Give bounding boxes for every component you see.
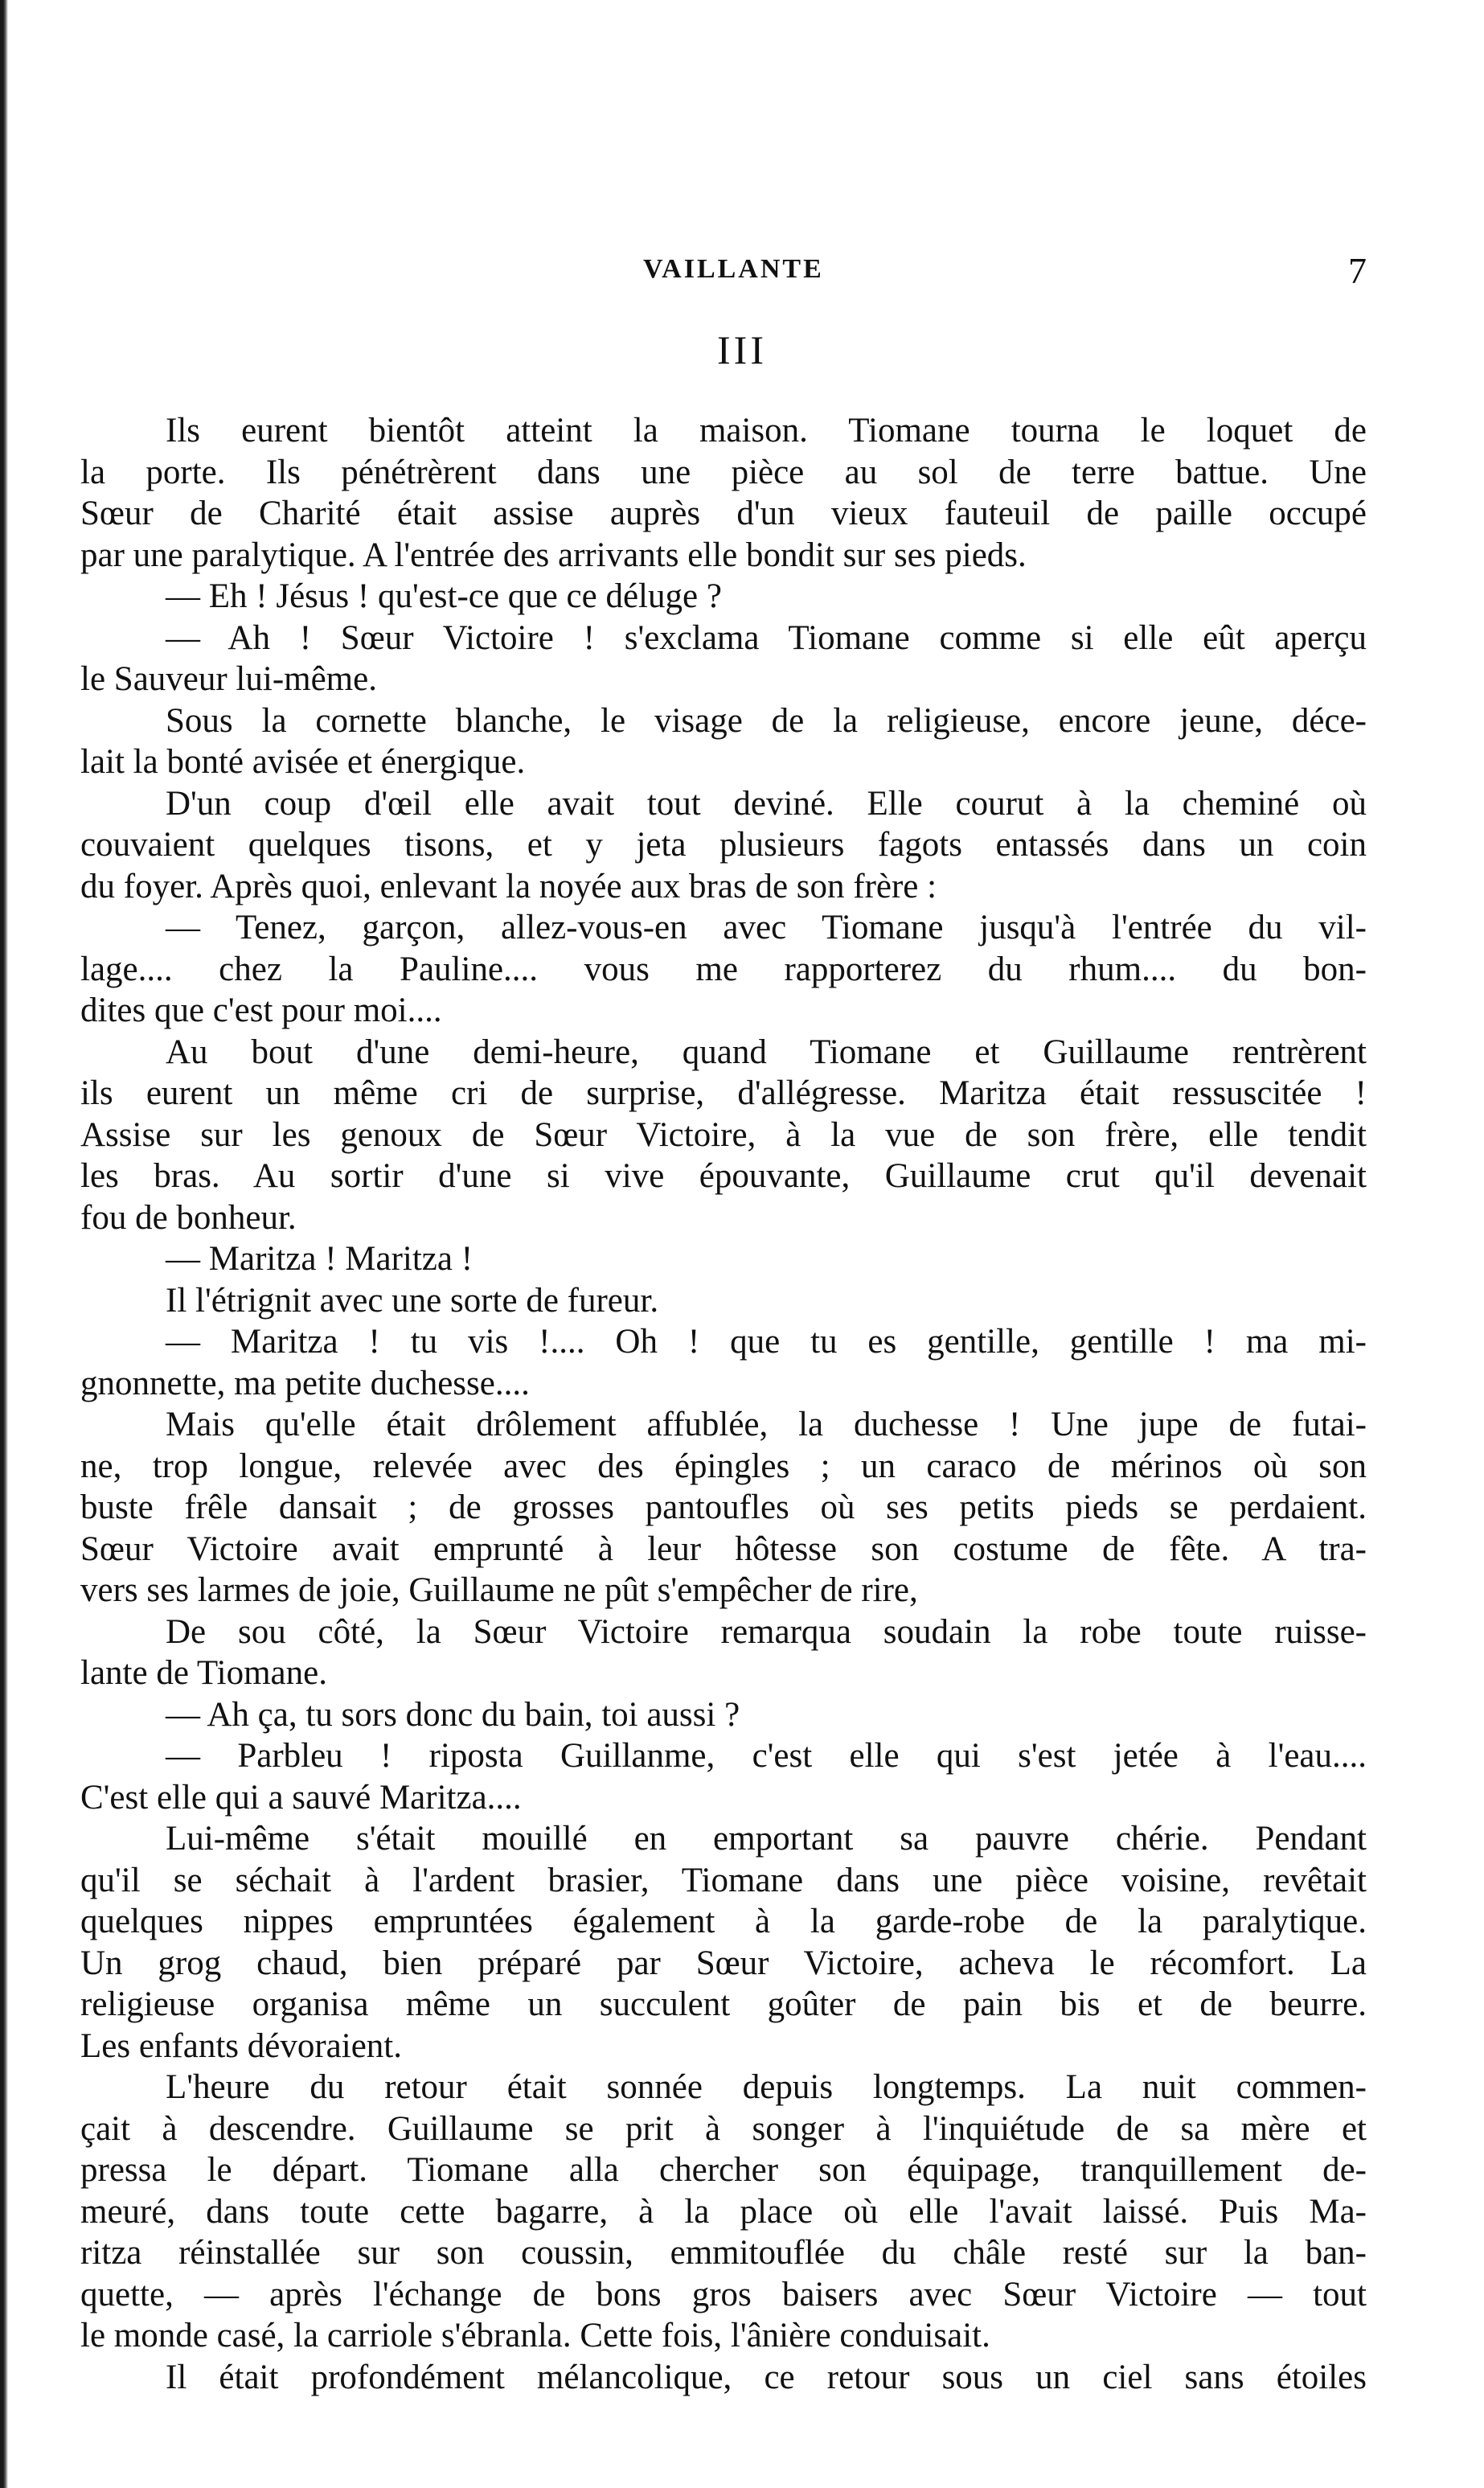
- text-line: Au bout d'une demi-heure, quand Tiomane et Guillaume rentrèrent: [166, 1033, 1367, 1071]
- text-line: C'est elle qui a sauvé Maritza....: [80, 1778, 522, 1817]
- text-line: De sou côté, la Sœur Victoire remarqua soudain la robe toute ruisse-: [166, 1612, 1367, 1651]
- text-line: ritza réinstallée sur son coussin, emmitouflée du châle resté sur la ban-: [80, 2234, 1367, 2272]
- text-line: dites que c'est pour moi....: [80, 992, 442, 1029]
- text-line: vers ses larmes de joie, Guillaume ne pût s'empêcher de rire,: [80, 1571, 918, 1609]
- text-line: ne, trop longue, relevée avec des épingles ; un caraco de mérinos où son: [80, 1447, 1367, 1485]
- body-text: [80, 410, 1367, 2398]
- text-line: Lui-même s'était mouillé en emportant sa pauvre chérie. Pendant: [166, 1820, 1367, 1858]
- text-line: religieuse organisa même un succulent goûter de pain bis et de beurre.: [80, 1985, 1367, 2023]
- text-line: pressa le départ. Tiomane alla chercher son équipage, tranquillement de-: [80, 2151, 1367, 2189]
- page-number: 7: [1348, 250, 1367, 291]
- scan-page-edge: [0, 0, 8, 2488]
- text-line: Les enfants dévoraient.: [80, 2026, 402, 2065]
- text-line: quette, — après l'échange de bons gros baisers avec Sœur Victoire — tout: [80, 2275, 1367, 2314]
- text-line: ils eurent un même cri de surprise, d'allégresse. Maritza était ressuscitée !: [80, 1074, 1367, 1112]
- text-line: — Ah ! Sœur Victoire ! s'exclama Tiomane comme si elle eût aperçu: [166, 618, 1367, 657]
- text-line: qu'il se séchait à l'ardent brasier, Tiomane dans une pièce voisine, revêtait: [80, 1861, 1367, 1899]
- page-header: [80, 250, 1367, 302]
- text-line: couvaient quelques tisons, et y jeta plusieurs fagots entassés dans un coin: [80, 826, 1367, 864]
- text-line: quelques nippes empruntées également à la garde-robe de la paralytique.: [80, 1903, 1367, 1940]
- chapter-heading: III: [717, 327, 767, 372]
- text-line: — Eh ! Jésus ! qu'est-ce que ce déluge ?: [166, 577, 722, 615]
- text-line: Sœur Victoire avait emprunté à leur hôtesse son costume de fête. A tra-: [80, 1529, 1367, 1568]
- text-line: — Parbleu ! riposta Guillanme, c'est elle qui s'est jetée à l'eau....: [166, 1737, 1367, 1775]
- running-head: VAILLANTE: [643, 254, 824, 284]
- text-line: les bras. Au sortir d'une si vive épouvante, Guillaume crut qu'il devenait: [80, 1157, 1367, 1195]
- text-line: Un grog chaud, bien préparé par Sœur Victoire, acheva le récomfort. La: [80, 1944, 1367, 1982]
- text-line: par une paralytique. A l'entrée des arrivants elle bondit sur ses pieds.: [80, 536, 1027, 574]
- text-line: meuré, dans toute cette bagarre, à la place où elle l'avait laissé. Puis Ma-: [80, 2192, 1367, 2231]
- text-line: le monde casé, la carriole s'ébranla. Cette fois, l'ânière conduisait.: [80, 2317, 990, 2355]
- text-line: — Maritza ! Maritza !: [166, 1240, 473, 1278]
- text-line: — Tenez, garçon, allez-vous-en avec Tiomane jusqu'à l'entrée du vil-: [166, 909, 1367, 946]
- text-line: çait à descendre. Guillaume se prit à songer à l'inquiétude de sa mère et: [80, 2109, 1367, 2148]
- text-line: gnonnette, ma petite duchesse....: [80, 1364, 530, 1402]
- text-line: le Sauveur lui-même.: [80, 660, 377, 698]
- text-line: D'un coup d'œil elle avait tout deviné. Elle courut à la cheminé où: [166, 784, 1367, 823]
- text-line: buste frêle dansait ; de grosses pantoufles où ses petits pieds se perdaient.: [80, 1488, 1367, 1526]
- text-line: du foyer. Après quoi, enlevant la noyée aux bras de son frère :: [80, 867, 937, 905]
- text-line: fou de bonheur.: [80, 1198, 297, 1237]
- text-line: Il était profondément mélancolique, ce retour sous un ciel sans étoiles: [166, 2358, 1367, 2396]
- text-line: Ils eurent bientôt atteint la maison. Tiomane tourna le loquet de: [166, 412, 1367, 450]
- text-line: Assise sur les genoux de Sœur Victoire, à la vue de son frère, elle tendit: [80, 1115, 1367, 1154]
- text-line: Mais qu'elle était drôlement affublée, la duchesse ! Une jupe de futai-: [166, 1406, 1367, 1443]
- text-line: lante de Tiomane.: [80, 1654, 327, 1692]
- text-line: — Maritza ! tu vis !.... Oh ! que tu es gentille, gentille ! ma mi-: [166, 1323, 1367, 1361]
- text-line: Sous la cornette blanche, le visage de la religieuse, encore jeune, déce-: [166, 701, 1367, 740]
- text-line: Sœur de Charité était assise auprès d'un vieux fauteuil de paille occupé: [80, 495, 1367, 532]
- text-line: — Ah ça, tu sors donc du bain, toi aussi ?: [166, 1695, 740, 1734]
- text-line: Il l'étrignit avec une sorte de fureur.: [166, 1281, 659, 1320]
- text-line: la porte. Ils pénétrèrent dans une pièce au sol de terre battue. Une: [80, 453, 1367, 491]
- text-line: L'heure du retour était sonnée depuis longtemps. La nuit commen-: [166, 2068, 1367, 2106]
- text-line: lait la bonté avisée et énergique.: [80, 743, 526, 781]
- text-line: lage.... chez la Pauline.... vous me rapporterez du rhum.... du bon-: [80, 950, 1367, 988]
